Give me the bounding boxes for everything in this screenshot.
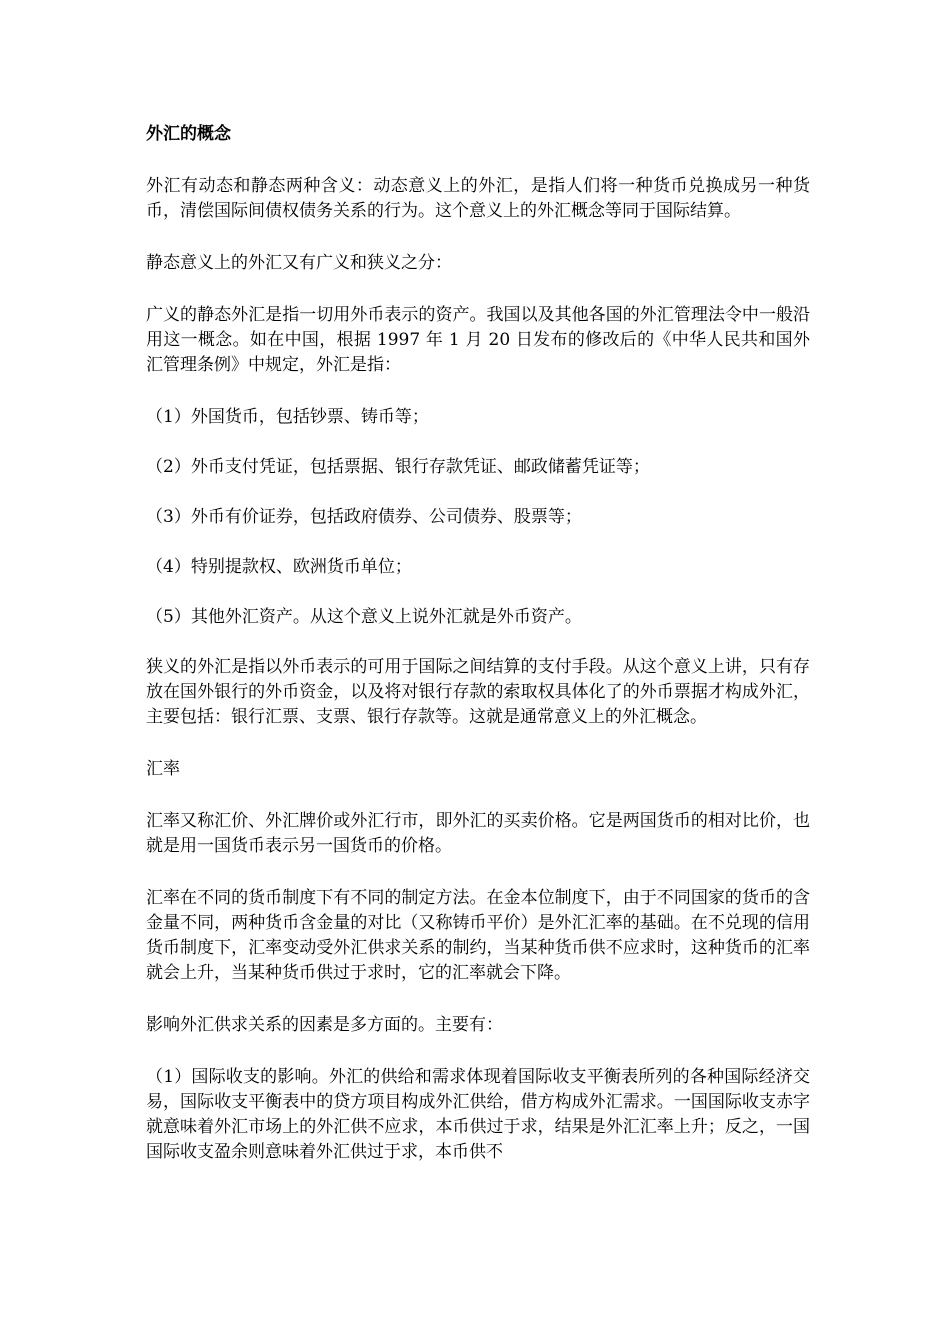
paragraph-dynamic-static: 外汇有动态和静态两种含义：动态意义上的外汇，是指人们将一种货币兑换成另一种货币，清偿国际间债权债务关系的行为。这个意义上的外汇概念等同于国际结算。 <box>146 176 810 221</box>
paragraph-balance-of-payments: （1）国际收支的影响。外汇的供给和需求体现着国际收支平衡表所列的各种国际经济交易，国际收支平衡表中的贷方项目构成外汇供给，借方构成外汇需求。一国国际收支赤字就意味着外汇市场上的外汇供不应求，本币供过于求，结果是外汇汇率上升；反之，一国国际收支盈余则意味着外汇供过于求，本币供不 <box>146 1067 810 1162</box>
paragraph-broad-definition: 广义的静态外汇是指一切用外币表示的资产。我国以及其他各国的外汇管理法令中一般沿用这一概念。如在中国，根据 1997 年 1 月 20 日发布的修改后的《中华人民共和国外汇管理条例》中规定，外汇是指： <box>146 305 810 375</box>
paragraph-currency-systems: 汇率在不同的货币制度下有不同的制定方法。在金本位制度下，由于不同国家的货币的含金量不同，两种货币含金量的对比（又称铸币平价）是外汇汇率的基础。在不兑现的信用货币制度下，汇率变动受外汇供求关系的制约，当某种货币供不应求时，这种货币的汇率就会上升，当某种货币供过于求时，它的汇率就会下降。 <box>146 888 810 983</box>
paragraph-factors-intro: 影响外汇供求关系的因素是多方面的。主要有： <box>146 1015 503 1035</box>
paragraph-static-intro: 静态意义上的外汇又有广义和狭义之分： <box>146 253 452 273</box>
list-item: （4）特别提款权、欧洲货币单位； <box>146 557 412 577</box>
list-item: （1）外国货币，包括钞票、铸币等； <box>146 407 429 427</box>
list-item: （3）外币有价证券，包括政府债券、公司债券、股票等； <box>146 507 582 527</box>
paragraph-exchange-rate-definition: 汇率又称汇价、外汇牌价或外汇行市，即外汇的买卖价格。它是两国货币的相对比价，也就是用一国货币表示另一国货币的价格。 <box>146 811 810 856</box>
paragraph-narrow-definition: 狭义的外汇是指以外币表示的可用于国际之间结算的支付手段。从这个意义上讲，只有存放在国外银行的外币资金，以及将对银行存款的索取权具体化了的外币票据才构成外汇，主要包括：银行汇票、支票、银行存款等。这就是通常意义上的外汇概念。 <box>146 657 810 727</box>
section-heading-exchange-rate: 汇率 <box>146 759 180 779</box>
list-item: （5）其他外汇资产。从这个意义上说外汇就是外币资产。 <box>146 607 582 627</box>
document-title: 外汇的概念 <box>146 124 231 144</box>
list-item: （2）外币支付凭证，包括票据、银行存款凭证、邮政储蓄凭证等； <box>146 457 650 477</box>
document-page <box>146 122 810 1192</box>
